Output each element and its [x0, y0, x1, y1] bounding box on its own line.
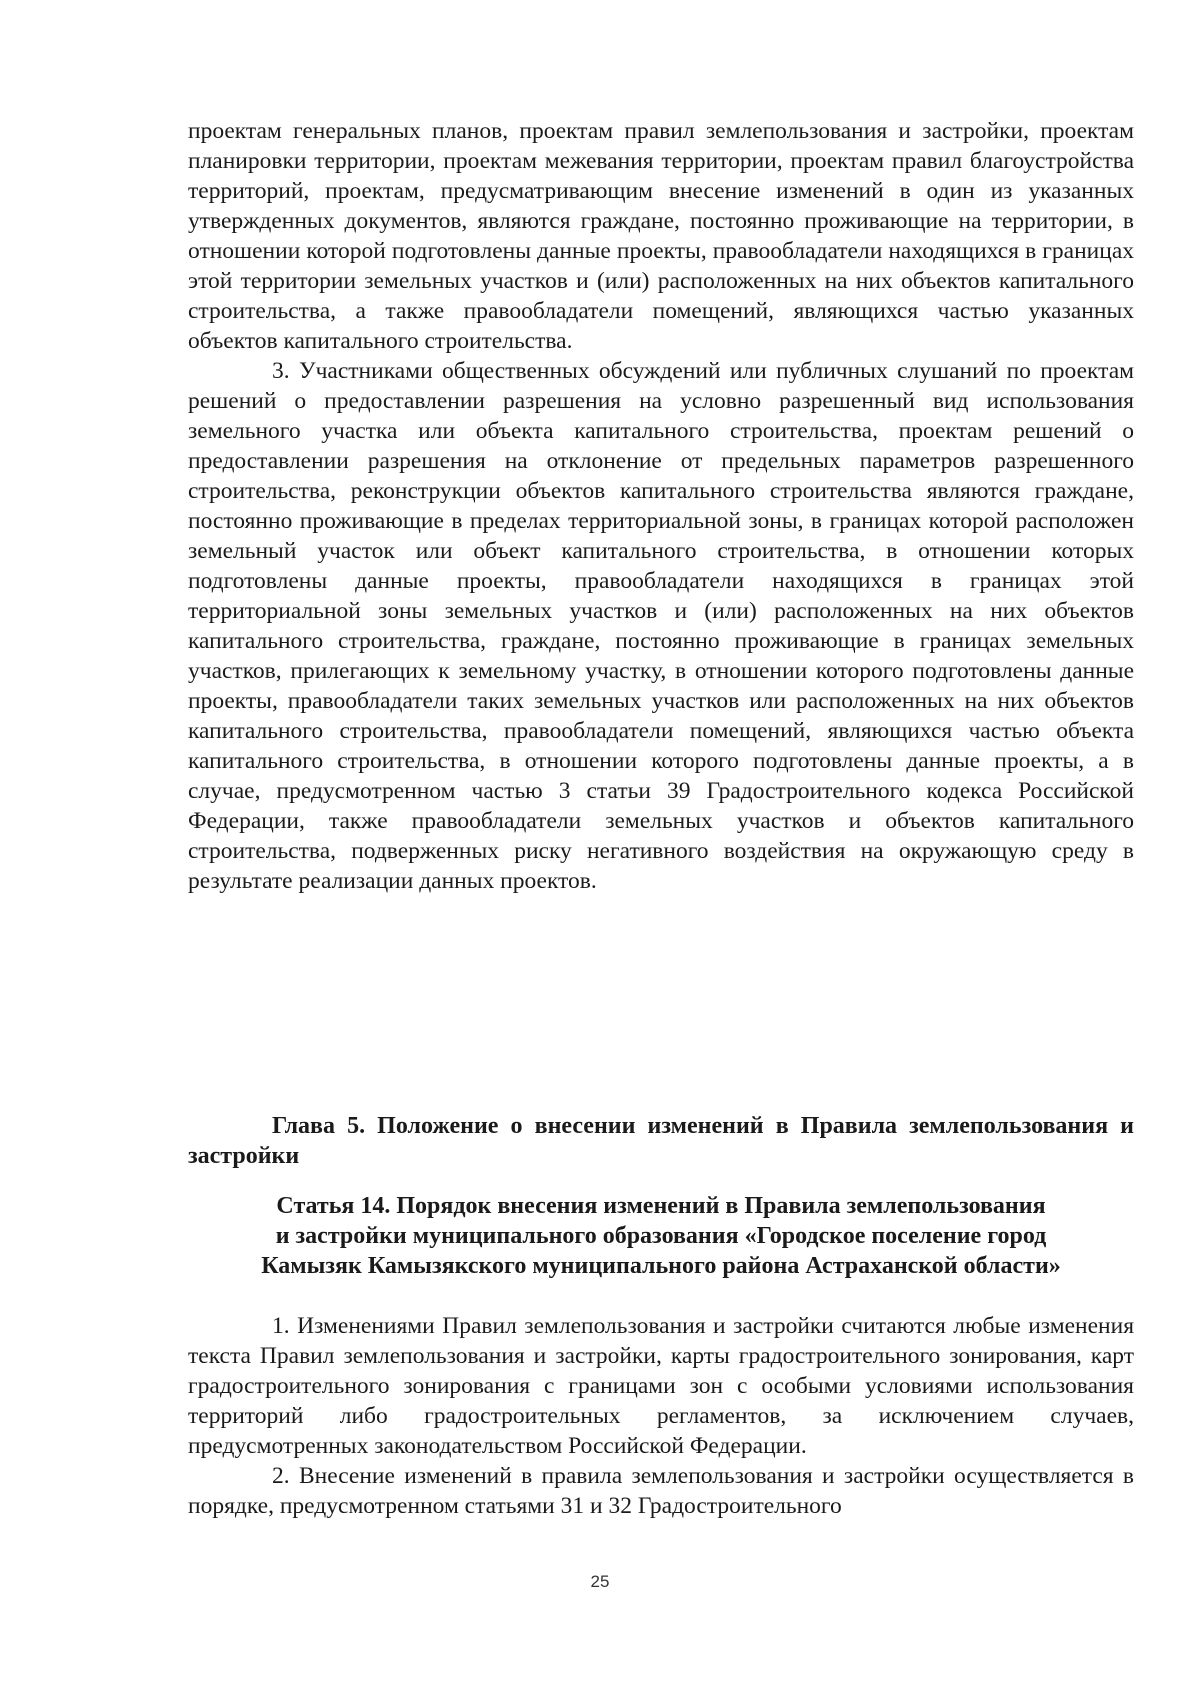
body-text-bottom	[188, 1311, 1134, 1521]
article-heading-line: Статья 14. Порядок внесения изменений в Правила землепользования	[276, 1193, 1046, 1219]
paragraph-item-3: 3. Участниками общественных обсуждений или публичных слушаний по проектам решений о предоставлении разрешения на условно разрешенный вид использования земельного участка или объекта капитального строительства, проектам решений о предоставлении разрешения на отклонение от предельных параметров разрешенного строительства, реконструкции объектов капитального строительства являются граждане, постоянно проживающие в пределах территориальной зоны, в границах которой расположен земельный участок или объект капитального строительства, в отношении которых подготовлены данные проекты, правообладатели находящихся в границах этой территориальной зоны земельных участков и (или) расположенных на них объектов капитального строительства, граждане, постоянно проживающие в границах земельных участков, прилегающих к земельному участку, в отношении которого подготовлены данные проекты, правообладатели таких земельных участков или расположенных на них объектов капитального строительства, правообладатели помещений, являющихся частью объекта капитального строительства, в отношении которого подготовлены данные проекты, а в случае, предусмотренном частью 3 статьи 39 Градостроительного кодекса Российской Федерации, также правообладатели земельных участков и объектов капитального строительства, подверженных риску негативного воздействия на окружающую среду в результате реализации данных проектов.	[188, 358, 1134, 894]
article-heading-line: и застройки муниципального образования «Городское поселение город	[275, 1223, 1047, 1249]
paragraph-item-2: 2. Внесение изменений в правила землепользования и застройки осуществляется в порядке, предусмотренном статьями 31 и 32 Градостроительного	[188, 1463, 1134, 1519]
article-heading	[188, 1191, 1134, 1281]
article-heading-line: Камызяк Камызякского муниципального района Астраханской области»	[261, 1253, 1061, 1279]
paragraph-continuation: проектам генеральных планов, проектам правил землепользования и застройки, проектам планировки территории, проектам межевания территории, проектам правил благоустройства территорий, проектам, предусматривающим внесение изменений в один из указанных утвержденных документов, являются граждане, постоянно проживающие на территории, в отношении которой подготовлены данные проекты, правообладатели находящихся в границах этой территории земельных участков и (или) расположенных на них объектов капитального строительства, а также правообладатели помещений, являющихся частью указанных объектов капитального строительства.	[188, 118, 1134, 354]
page-number: 25	[590, 1572, 610, 1591]
chapter-heading	[188, 1111, 1134, 1171]
paragraph-item-1: 1. Изменениями Правил землепользования и застройки считаются любые изменения текста Правил землепользования и застройки, карты градостроительного зонирования, карт градостроительного зонирования с границами зон с особыми условиями использования территорий либо градостроительных регламентов, за исключением случаев, предусмотренных законодательством Российской Федерации.	[188, 1313, 1134, 1459]
body-text-top	[188, 116, 1134, 896]
chapter-heading-text: Глава 5. Положение о внесении изменений в Правила землепользования и застройки	[188, 1113, 1134, 1169]
